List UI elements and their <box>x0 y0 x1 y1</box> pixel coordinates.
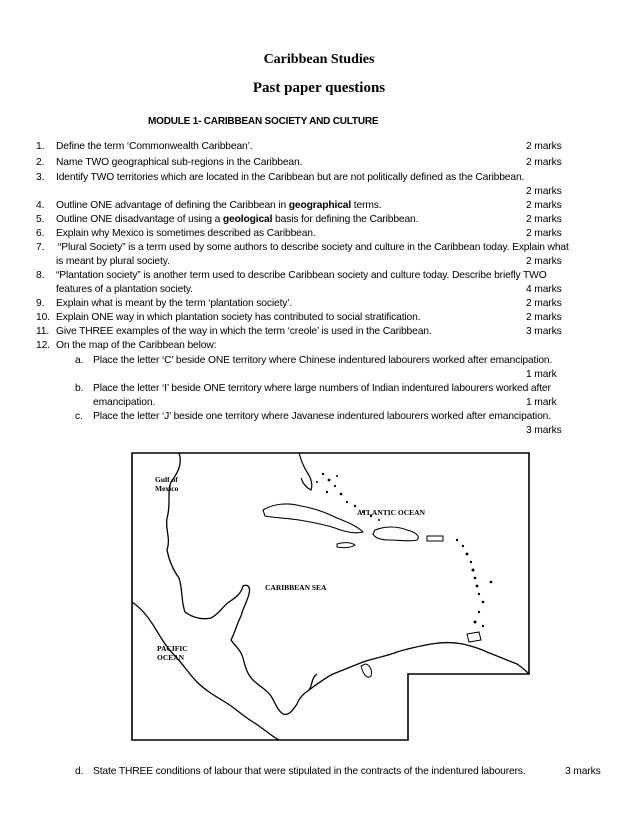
page-subtitle: Past paper questions <box>252 80 386 96</box>
gulf-label: Gulf of Mexico <box>155 475 179 493</box>
bold-term: geographical <box>288 200 352 211</box>
caribbean-sea-label: CARIBBEAN SEA <box>265 583 327 592</box>
pacific-label: PACIFIC OCEAN <box>157 644 188 662</box>
atlantic-label: ATLANTIC OCEAN <box>357 508 425 517</box>
page-title: Caribbean Studies <box>263 52 375 67</box>
bold-term: geological <box>222 214 273 225</box>
module-heading: MODULE 1- CARIBBEAN SOCIETY AND CULTURE <box>148 116 379 127</box>
map-frame <box>132 453 529 740</box>
caribbean-map <box>131 452 531 742</box>
